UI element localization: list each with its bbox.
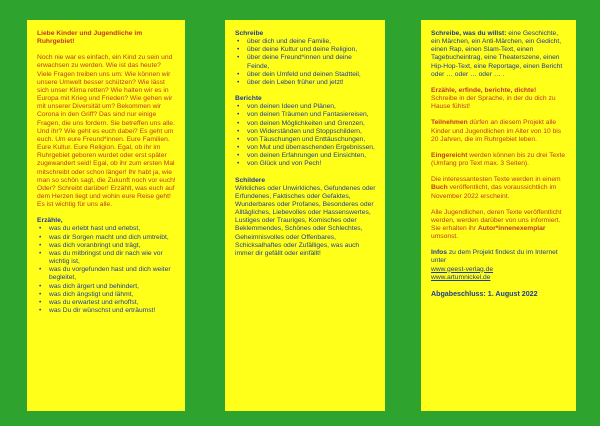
list-item: • über deine Kultur und deine Religion, xyxy=(235,46,376,54)
para-autorinnenexemplar xyxy=(431,209,567,242)
link-artumnickel[interactable]: www.artumnickel.de xyxy=(431,273,491,281)
para-erzaehle-head: Erzähle, erfinde, berichte, dichte! xyxy=(431,86,537,94)
list-item: • von Widerständen und Stoppschildern, xyxy=(235,128,376,136)
list-item: • von Glück und von Pech! xyxy=(235,160,376,168)
section-heading-schildere: Schildere xyxy=(235,176,266,184)
list-item: • von deinen Träumen und Fantasiereisen, xyxy=(235,111,376,119)
para-head: Eingereicht xyxy=(431,151,468,159)
para-buch xyxy=(431,176,567,200)
greeting-title: Liebe Kinder und Jugendliche im Ruhrgebiet! xyxy=(37,30,143,46)
para-text-b: umsonst. xyxy=(431,233,459,241)
list-item: • was dich ärgert und behindert, xyxy=(37,283,176,291)
schildere-text: Wirkliches oder Unwirkliches, Gefundenes oder Erfundenes, Faktisches oder Gefaktes, Wunderbares oder Profanes, Besonderes oder Alltägliches, Liebevolles oder Hassenswertes, Lustiges oder Trauriges, Komisches oder Beklemmendes, Schönes oder Schlechtes, Geheimnisvolles oder Offenbares, Schicksalhaftes oder Zufälliges, was auch immer dir gefällt oder einfällt! xyxy=(235,184,376,257)
list-item: • was du erwartest und erhoffst, xyxy=(37,299,176,307)
list-item: • von Mut und überraschenden Ergebnissen, xyxy=(235,144,376,152)
para-eingereicht xyxy=(431,152,567,168)
para-rest: werden können bis zu drei Texte (Umfang pro Text max. 3 Seiten). xyxy=(431,151,566,168)
list-item: • was du erlebt hast und erlebst, xyxy=(37,225,176,233)
para-text-b: veröffentlicht, das voraussichtlich im November 2022 erscheint. xyxy=(431,184,557,200)
para-head: Schreibe, was du willst: xyxy=(431,30,507,37)
list-item: • was dich ängstigt und lähmt, xyxy=(37,291,176,299)
list-item: • was dich voranbringt und trägt, xyxy=(37,242,176,250)
intro-text: Noch nie war es einfach, ein Kind zu sein und erwachsen zu werden. Wie ist das heute? Viele Fragen treiben uns um: Wie können wir unsere Umwelt besser schützen? Wie lässt sich unser Klima retten? Wie halten wir es in Europa mit Krieg und Frieden? Wie gehen wir mit unserer Diversität um? Bekommen wir Corona in den Griff? Das sind nur einige Fragen, die uns fordern. Sie betreffen uns alle. xyxy=(37,54,175,127)
list-item: • was du vorgefunden hast und dich weiter begleitet, xyxy=(37,266,176,282)
list-item: • über dein Umfeld und deinen Stadtteil, xyxy=(235,71,376,79)
para-bold: Buch xyxy=(431,184,448,192)
list-heading-erzaehle: Erzähle, xyxy=(37,217,63,225)
section-heading-berichte: Berichte xyxy=(235,95,262,103)
list-item: • über deine Freund*innen und deine Feinde, xyxy=(235,54,376,70)
section-heading-schreibe: Schreibe xyxy=(235,30,264,37)
list-item: • über dein Leben früher und jetzt! xyxy=(235,79,376,87)
para-erzaehle-rest: Schreibe in der Sprache, in der du dich zu Hause fühlst! xyxy=(431,95,556,111)
list-item: • über dich und deine Familie, xyxy=(235,38,376,46)
berichte-list xyxy=(235,103,376,168)
para-rest: zu dem Projekt findest du im Internet unter xyxy=(431,249,558,265)
erzaehle-list xyxy=(37,225,176,315)
panel-middle xyxy=(225,20,385,411)
list-item: • von deinen Möglichkeiten und Grenzen, xyxy=(235,120,376,128)
body-text: Und ihr? Wie geht es euch dabei? Es geht um euch. Um eure Freund*innen. Eure Familien. Eure Kultur. Eure Religion. Egal, ob ihr im Ruhrgebiet geboren wurdet oder erst später zugewandert seid! Egal, ob ihr zum ersten Mal mitschreibt oder schon länger! Ihr habt ja, wie man so schön sagt, die Zukunft noch vor euch! Oder? Schreibt darüber! Erzählt, was euch auf dem Herzen liegt und wohin eure Reise geht! Es ist wichtig für uns alle. xyxy=(37,127,176,209)
para-bold: Autor*innenexemplar xyxy=(477,224,546,232)
para-text-a: Die interessantesten Texte werden in einem xyxy=(431,176,561,184)
deadline-text: Abgabeschluss: 1. August 2022 xyxy=(431,289,538,298)
link-geest-verlag[interactable]: www.geest-verlag.de xyxy=(431,265,494,273)
panel-right xyxy=(421,20,576,411)
list-item: • von deinen Ideen und Plänen, xyxy=(235,103,376,111)
list-item: • von Täuschungen und Enttäuschungen, xyxy=(235,136,376,144)
schreibe-list xyxy=(235,38,376,87)
para-rest: eine Geschichte, ein Märchen, ein Anti-Märchen, ein Gedicht, einen Rap, einen Slam-Text, einen Tagebucheintrag, eine Theaterszene, einen Hip-Hop-Text, eine Reportage, einen Bericht oder … oder … oder … . xyxy=(431,30,563,78)
para-head: Infos xyxy=(431,249,447,257)
list-item: • was dir Sorgen macht und dich umtreibt, xyxy=(37,234,176,242)
panel-left xyxy=(27,20,185,411)
list-item: • was Du dir wünschst und erträumst! xyxy=(37,307,176,315)
para-rest: dürfen an diesem Projekt alle Kinder und Jugendlichen im Alter von 10 bis 20 Jahren, die im Ruhrgebiet leben. xyxy=(431,119,562,143)
list-item: • von deinen Erfahrungen und Einsichten, xyxy=(235,152,376,160)
para-head: Teilnehmen xyxy=(431,119,468,127)
para-infos xyxy=(431,249,567,265)
list-item: • was du mitbringst und dir nach wie vor wichtig ist, xyxy=(37,250,176,266)
para-text-a: Alle Jugendlichen, deren Texte veröffentlicht werden, werden darüber von uns informiert. Sie erhalten ihr xyxy=(431,208,562,232)
para-teilnehmen xyxy=(431,119,567,143)
para-schreibe-was-du-willst xyxy=(431,30,567,79)
